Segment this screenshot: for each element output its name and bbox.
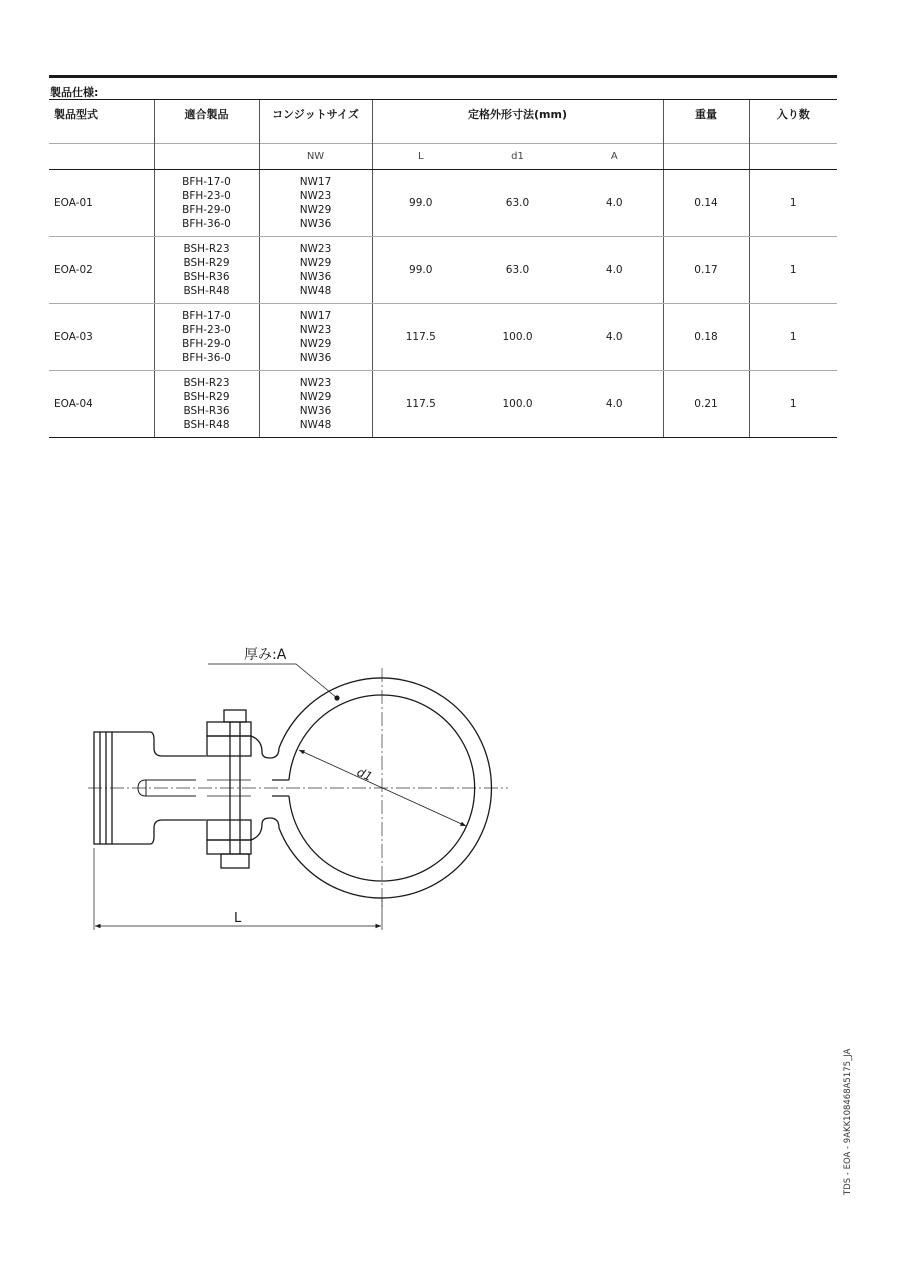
compatible-item: BFH-23-0: [182, 324, 231, 336]
nw-item: NW23: [299, 243, 332, 255]
thickness-label: 厚み:A: [244, 647, 287, 663]
cell-qty: 1: [749, 371, 837, 438]
cell-model: EOA-03: [49, 304, 154, 371]
nw-item: NW36: [299, 352, 332, 364]
compatible-item: BFH-29-0: [182, 204, 231, 216]
cell-l: 117.5: [372, 371, 469, 438]
header-model: 製品型式: [49, 100, 154, 144]
cell-d1: 63.0: [469, 170, 566, 237]
compatible-item: BSH-R29: [183, 257, 230, 269]
compatible-item: BFH-17-0: [182, 176, 231, 188]
cell-l: 99.0: [372, 237, 469, 304]
center-lines: [88, 668, 508, 910]
header-weight: 重量: [663, 100, 749, 144]
cell-qty: 1: [749, 170, 837, 237]
compatible-item: BSH-R23: [183, 243, 230, 255]
compatible-item: BFH-17-0: [182, 310, 231, 322]
cell-qty: 1: [749, 237, 837, 304]
subheader-a: A: [566, 144, 663, 170]
nw-item: NW23: [299, 190, 332, 202]
header-qty: 入り数: [749, 100, 837, 144]
cell-a: 4.0: [566, 371, 663, 438]
compatible-item: BSH-R23: [183, 377, 230, 389]
nw-item: NW17: [299, 310, 332, 322]
compatible-item: BSH-R36: [183, 271, 230, 283]
header-conduit: コンジットサイズ: [259, 100, 372, 144]
cell-weight: 0.18: [663, 304, 749, 371]
cell-weight: 0.14: [663, 170, 749, 237]
section-title: 製品仕様:: [50, 86, 99, 99]
cell-a: 4.0: [566, 170, 663, 237]
compatible-item: BFH-29-0: [182, 338, 231, 350]
d1-label: d1: [354, 764, 375, 784]
compatible-item: BSH-R36: [183, 405, 230, 417]
cell-model: EOA-02: [49, 237, 154, 304]
header-compatible: 適合製品: [154, 100, 259, 144]
subheader-l: L: [372, 144, 469, 170]
cell-d1: 100.0: [469, 371, 566, 438]
compatible-item: BSH-R29: [183, 391, 230, 403]
cell-model: EOA-04: [49, 371, 154, 438]
cell-weight: 0.17: [663, 237, 749, 304]
nw-item: NW48: [299, 285, 332, 297]
compatible-item: BSH-R48: [183, 285, 230, 297]
nw-item: NW23: [299, 324, 332, 336]
cell-model: EOA-01: [49, 170, 154, 237]
l-label: L: [234, 911, 242, 926]
cell-l: 99.0: [372, 170, 469, 237]
nw-item: NW48: [299, 419, 332, 431]
header-dims: 定格外形寸法(mm): [372, 100, 663, 144]
nw-item: NW17: [299, 176, 332, 188]
cell-l: 117.5: [372, 304, 469, 371]
compatible-item: BFH-23-0: [182, 190, 231, 202]
thickness-leader: [208, 647, 340, 701]
cell-a: 4.0: [566, 237, 663, 304]
nw-item: NW36: [299, 218, 332, 230]
compatible-item: BFH-36-0: [182, 218, 231, 230]
nw-item: NW36: [299, 271, 332, 283]
nw-item: NW36: [299, 405, 332, 417]
bolt-assembly: [207, 710, 270, 868]
cell-d1: 63.0: [469, 237, 566, 304]
subheader-nw: NW: [259, 144, 372, 170]
nw-item: NW29: [299, 257, 332, 269]
nw-item: NW23: [299, 377, 332, 389]
compatible-item: BSH-R48: [183, 419, 230, 431]
compatible-item: BFH-36-0: [182, 352, 231, 364]
cell-d1: 100.0: [469, 304, 566, 371]
nw-item: NW29: [299, 338, 332, 350]
document-code: TDS - EOA - 9AKK108468A5175_JA: [843, 1048, 853, 1195]
cell-a: 4.0: [566, 304, 663, 371]
cell-weight: 0.21: [663, 371, 749, 438]
subheader-d1: d1: [469, 144, 566, 170]
cell-qty: 1: [749, 304, 837, 371]
nw-item: NW29: [299, 391, 332, 403]
nw-item: NW29: [299, 204, 332, 216]
